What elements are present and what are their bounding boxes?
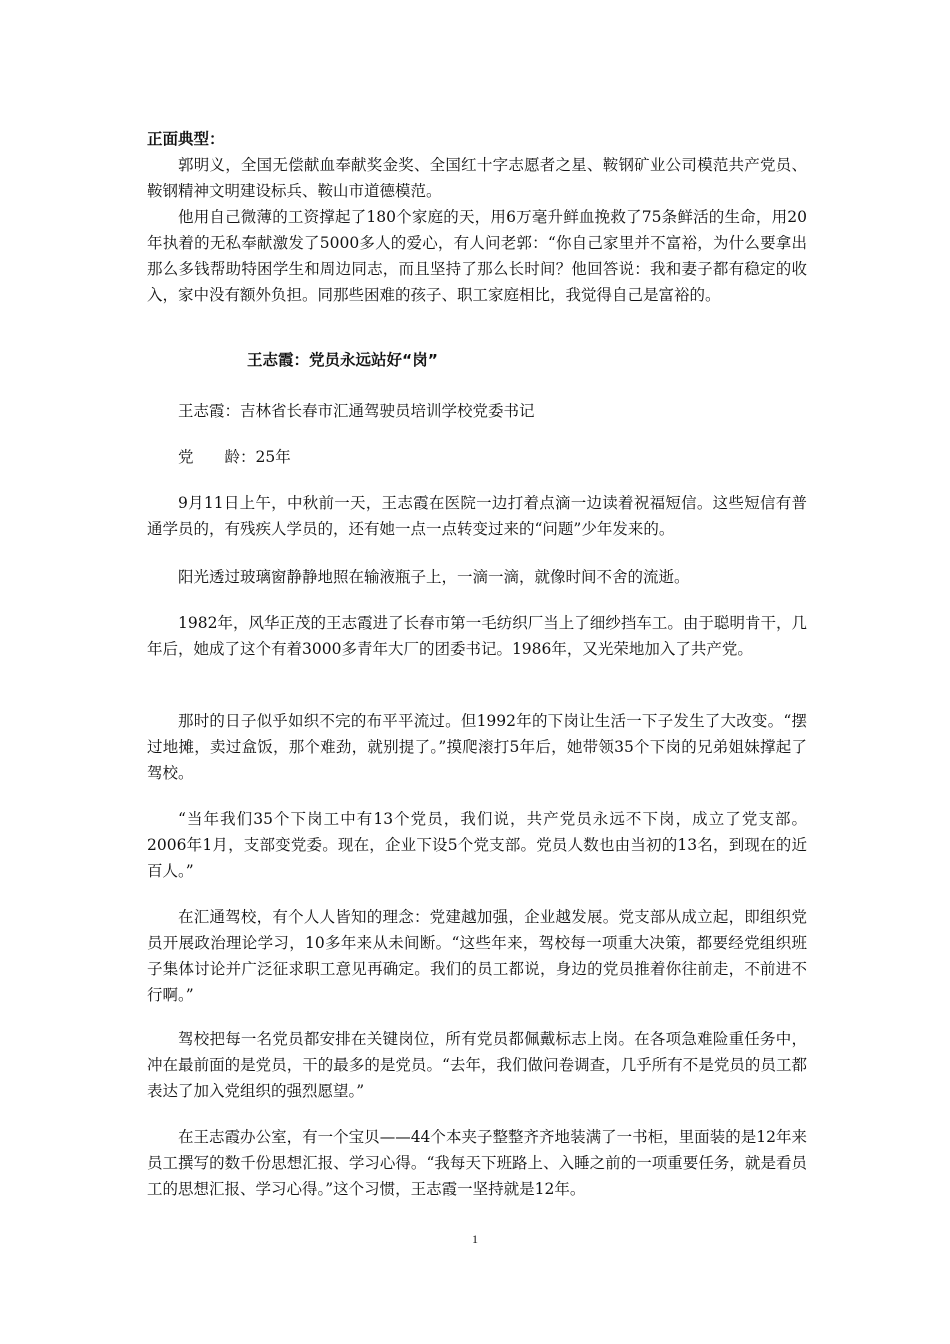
intro-paragraph: 郭明义，全国无偿献血奉献奖金奖、全国红十字志愿者之星、鞍钢矿业公司模范共产党员、鞍钢精神文明建设标兵、鞍山市道德模范。 bbox=[147, 156, 807, 200]
body-paragraph: 在汇通驾校，有个人人皆知的理念：党建越加强，企业越发展。党支部从成立起，即组织党员开展政治理论学习，10多年来从未间断。“这些年来，驾校每一项重大决策，都要经党组织班子集体讨论并广泛征求职工意见再确定。我们的员工都说，身边的党员推着你往前走，不前进不行啊。” bbox=[147, 908, 807, 1004]
body-paragraph: 阳光透过玻璃窗静静地照在输液瓶子上，一滴一滴，就像时间不舍的流逝。 bbox=[178, 568, 690, 586]
meta-age-label-2: 龄：25年 bbox=[224, 448, 291, 466]
body-paragraph: “当年我们35个下岗工中有13个党员，我们说，共产党员永远不下岗，成立了党支部。2006年1月，支部变党委。现在，企业下设5个党支部。党员人数也由当初的13名，到现在的近百人。” bbox=[147, 810, 807, 880]
meta-name-line: 王志霞：吉林省长春市汇通驾驶员培训学校党委书记 bbox=[178, 402, 535, 420]
body-paragraph: 1982年，风华正茂的王志霞进了长春市第一毛纺织厂当上了细纱挡车工。由于聪明肯干，几年后，她成了这个有着3000多青年大厂的团委书记。1986年，又光荣地加入了共产党。 bbox=[147, 614, 807, 658]
article-title: 王志霞：党员永远站好“岗” bbox=[247, 351, 438, 369]
meta-age-label-1: 党 bbox=[178, 448, 194, 466]
body-paragraph: 驾校把每一名党员都安排在关键岗位，所有党员都佩戴标志上岗。在各项急难险重任务中，冲在最前面的是党员，干的最多的是党员。“去年，我们做问卷调查，几乎所有不是党员的员工都表达了加入党组织的强烈愿望。” bbox=[147, 1030, 807, 1100]
body-paragraph: 在王志霞办公室，有一个宝贝——44个本夹子整整齐齐地装满了一书柜，里面装的是12年来员工撰写的数千份思想汇报、学习心得。“我每天下班路上、入睡之前的一项重要任务，就是看员工的思想汇报、学习心得。”这个习惯，王志霞一坚持就是12年。 bbox=[147, 1128, 807, 1198]
body-paragraph: 那时的日子似乎如织不完的布平平流过。但1992年的下岗让生活一下子发生了大改变。“摆过地摊，卖过盒饭，那个难劲，就别提了。”摸爬滚打5年后，她带领35个下岗的兄弟姐妹撑起了驾校。 bbox=[147, 712, 807, 782]
page-number: 1 bbox=[472, 1232, 478, 1246]
section-heading: 正面典型： bbox=[147, 130, 225, 148]
meta-age-line bbox=[178, 444, 291, 470]
body-paragraph: 9月11日上午，中秋前一天，王志霞在医院一边打着点滴一边读着祝福短信。这些短信有普通学员的，有残疾人学员的，还有她一点一点转变过来的“问题”少年发来的。 bbox=[147, 494, 807, 538]
intro-paragraph: 他用自己微薄的工资撑起了180个家庭的天，用6万毫升鲜血挽救了75条鲜活的生命，用20年执着的无私奉献激发了5000多人的爱心，有人问老郭：“你自己家里并不富裕，为什么要拿出那么多钱帮助特困学生和周边同志，而且坚持了那么长时间？他回答说：我和妻子都有稳定的收入，家中没有额外负担。同那些困难的孩子、职工家庭相比，我觉得自己是富裕的。 bbox=[147, 208, 807, 304]
